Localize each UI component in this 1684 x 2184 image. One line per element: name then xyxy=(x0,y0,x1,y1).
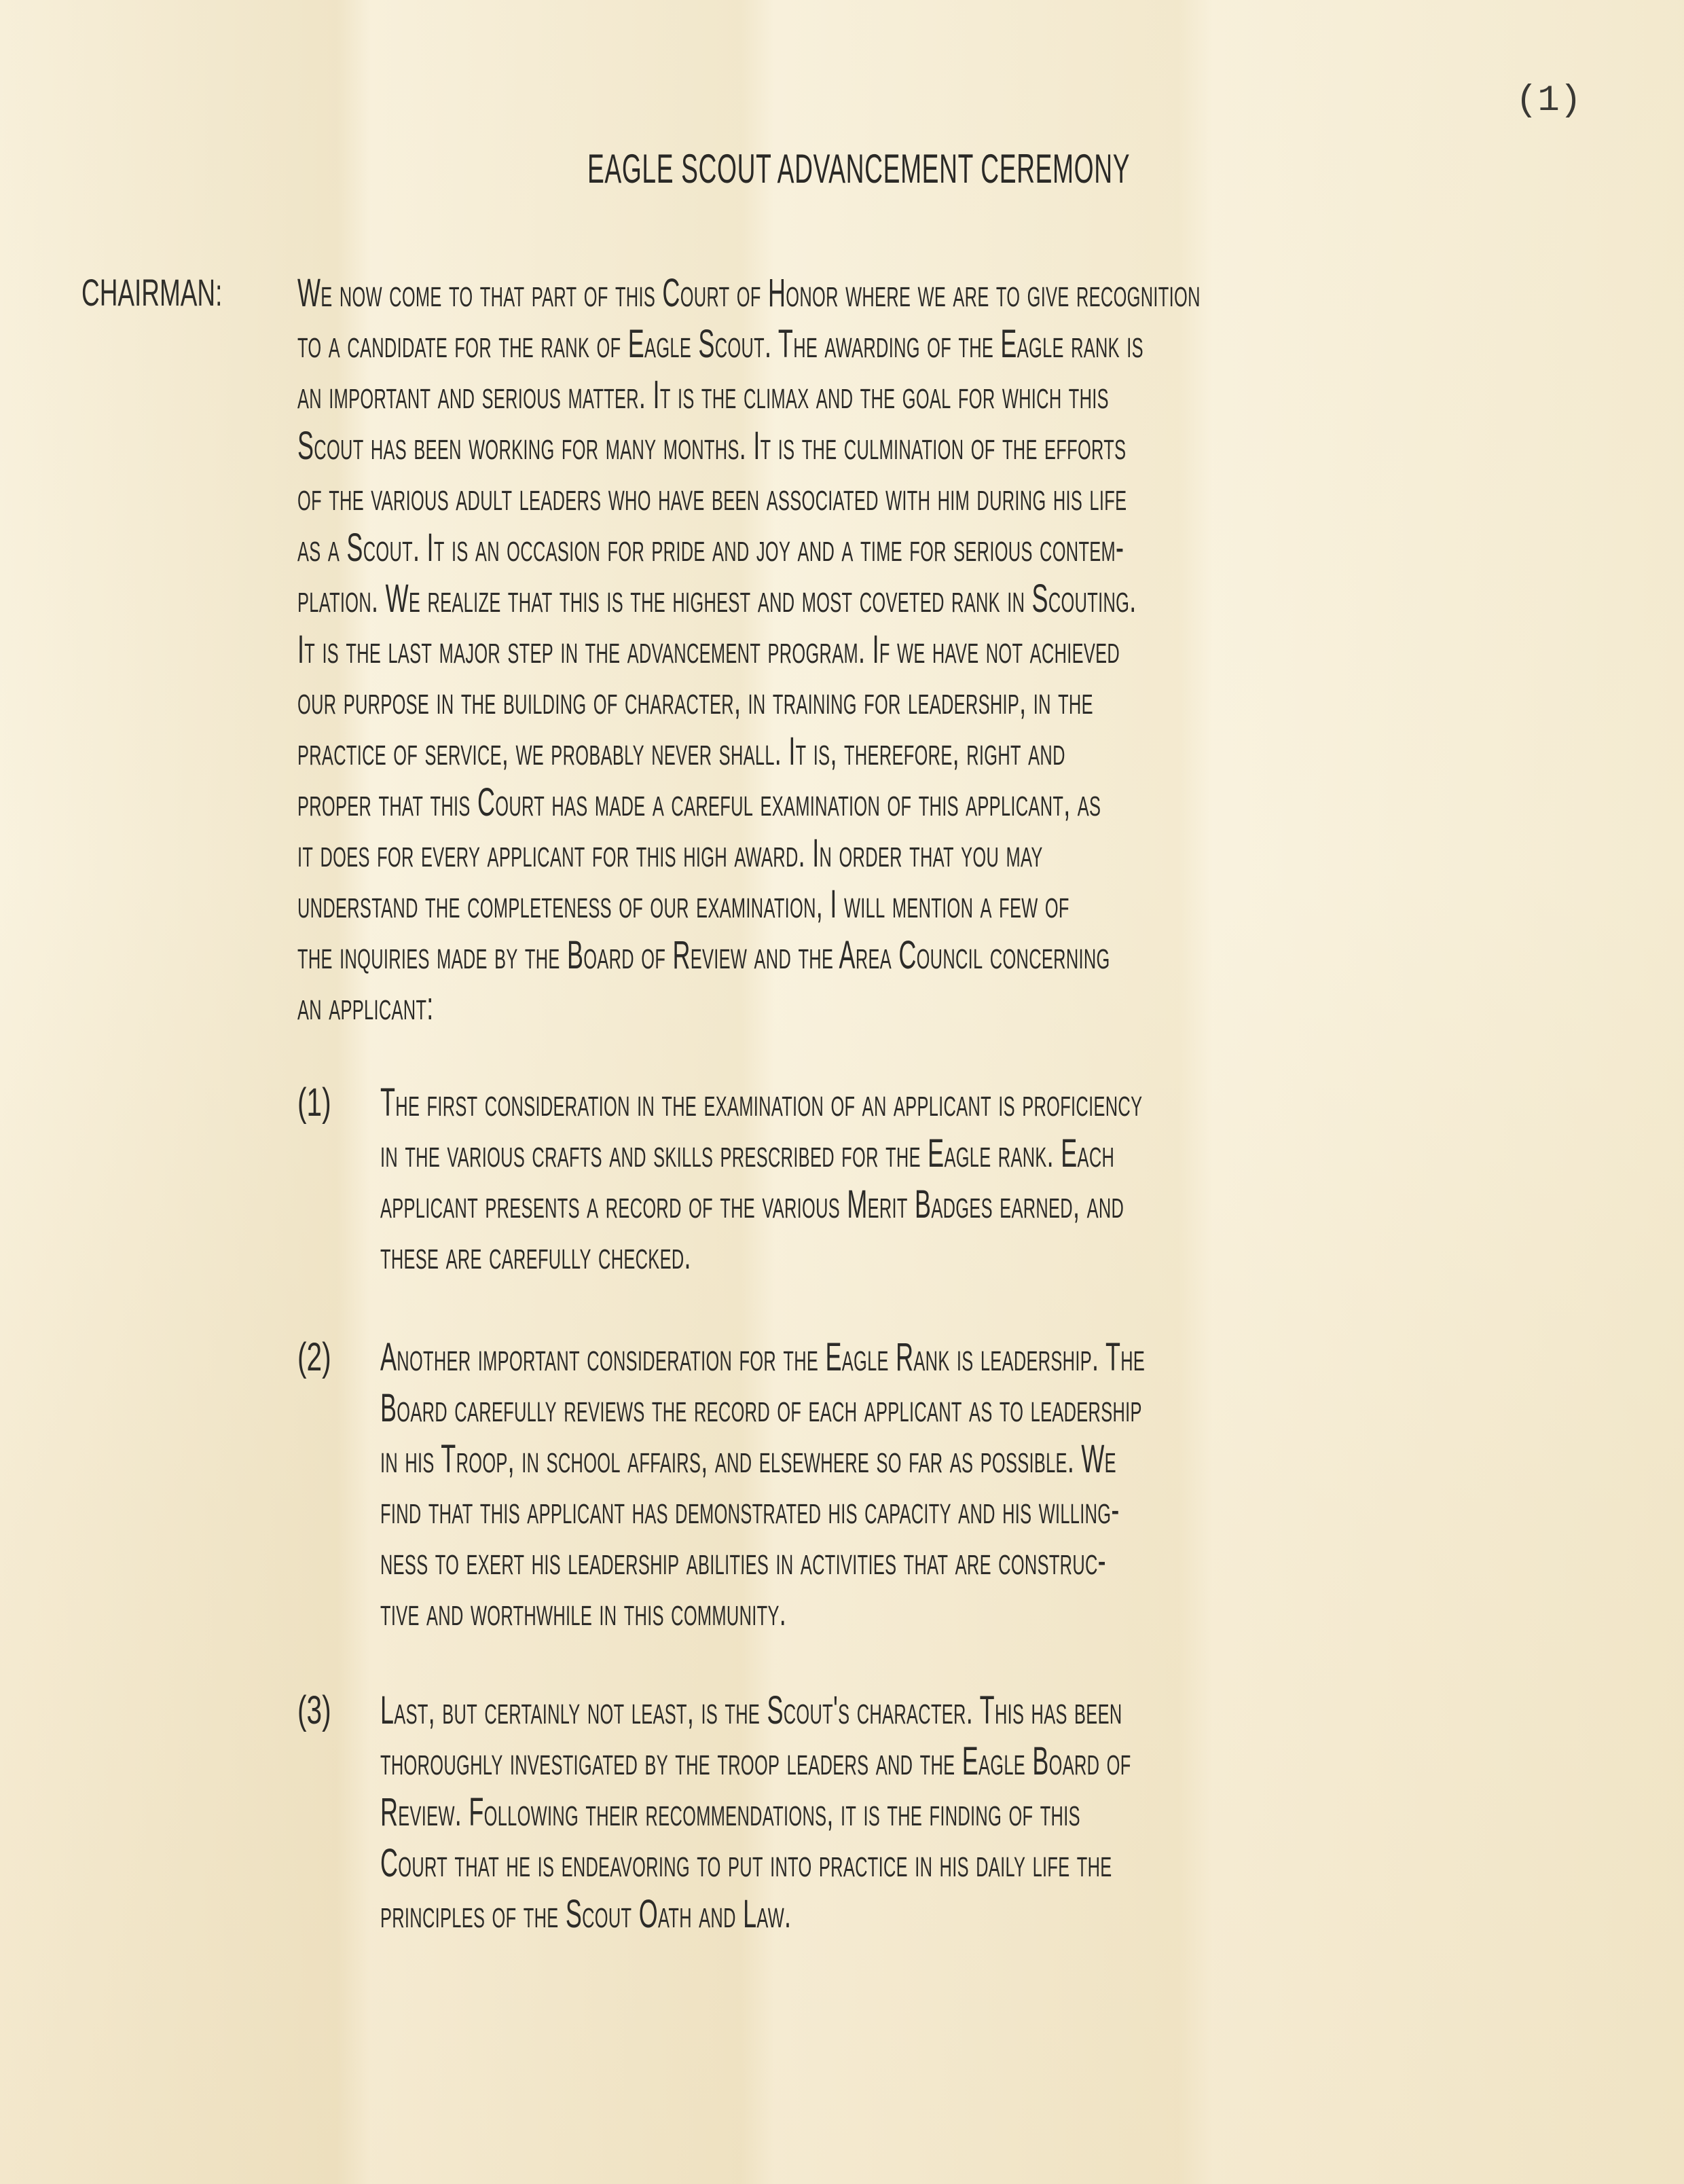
intro-line: to a candidate for the rank of Eagle Scout. The awarding of the Eagle rank is xyxy=(297,322,1143,366)
intro-line: of the various adult leaders who have been associated with him during his life xyxy=(297,475,1127,519)
list-item-line: tive and worthwhile in this community. xyxy=(380,1590,787,1634)
list-item-line: The first consideration in the examination of an applicant is proficiency xyxy=(380,1080,1143,1125)
page-number: (1) xyxy=(1516,80,1582,122)
intro-line: understand the completeness of our examination, I will mention a few of xyxy=(297,882,1069,926)
intro-line: proper that this Court has made a careful examination of this applicant, as xyxy=(297,780,1101,824)
list-item-line: in the various crafts and skills prescribed for the Eagle rank. Each xyxy=(380,1131,1115,1176)
list-item-line: Board carefully reviews the record of each applicant as to leadership xyxy=(380,1386,1142,1430)
list-item-number: (2) xyxy=(297,1335,331,1379)
list-item-line: in his Troop, in school affairs, and elsewhere so far as possible. We xyxy=(380,1437,1116,1481)
intro-line: an important and serious matter. It is the climax and the goal for which this xyxy=(297,373,1109,417)
list-item-line: Court that he is endeavoring to put into practice in his daily life the xyxy=(380,1841,1112,1885)
document-title: EAGLE SCOUT ADVANCEMENT CEREMONY xyxy=(587,146,1131,192)
list-item-line: these are carefully checked. xyxy=(380,1233,691,1277)
list-item-line: principles of the Scout Oath and Law. xyxy=(380,1892,792,1936)
intro-line: as a Scout. It is an occasion for pride and joy and a time for serious contem- xyxy=(297,526,1124,570)
speaker-label: CHAIRMAN: xyxy=(81,271,223,314)
intro-line: our purpose in the building of character, in training for leadership, in the xyxy=(297,678,1093,723)
intro-line: Scout has been working for many months. It is the culmination of the efforts xyxy=(297,424,1127,468)
list-item-line: applicant presents a record of the various Merit Badges earned, and xyxy=(380,1182,1124,1226)
list-item-number: (1) xyxy=(297,1080,331,1125)
intro-line: We now come to that part of this Court of Honor where we are to give recognition xyxy=(297,271,1201,315)
list-item-line: thoroughly investigated by the troop leaders and the Eagle Board of xyxy=(380,1739,1131,1783)
intro-line: an applicant: xyxy=(297,984,434,1028)
list-item-line: ness to exert his leadership abilities in activities that are construc- xyxy=(380,1539,1106,1583)
list-item-line: Another important consideration for the Eagle Rank is leadership. The xyxy=(380,1335,1146,1379)
list-item-line: find that this applicant has demonstrated his capacity and his willing- xyxy=(380,1488,1120,1532)
list-item-number: (3) xyxy=(297,1688,331,1732)
intro-line: It is the last major step in the advancement program. If we have not achieved xyxy=(297,627,1120,672)
intro-line: plation. We realize that this is the highest and most coveted rank in Scouting. xyxy=(297,577,1137,621)
list-item-line: Review. Following their recommendations, it is the finding of this xyxy=(380,1790,1080,1834)
intro-line: it does for every applicant for this high award. In order that you may xyxy=(297,831,1043,875)
intro-line: practice of service, we probably never shall. It is, therefore, right and xyxy=(297,729,1065,774)
list-item-line: Last, but certainly not least, is the Scout's character. This has been xyxy=(380,1688,1122,1732)
intro-line: the inquiries made by the Board of Review and the Area Council concerning xyxy=(297,933,1110,977)
